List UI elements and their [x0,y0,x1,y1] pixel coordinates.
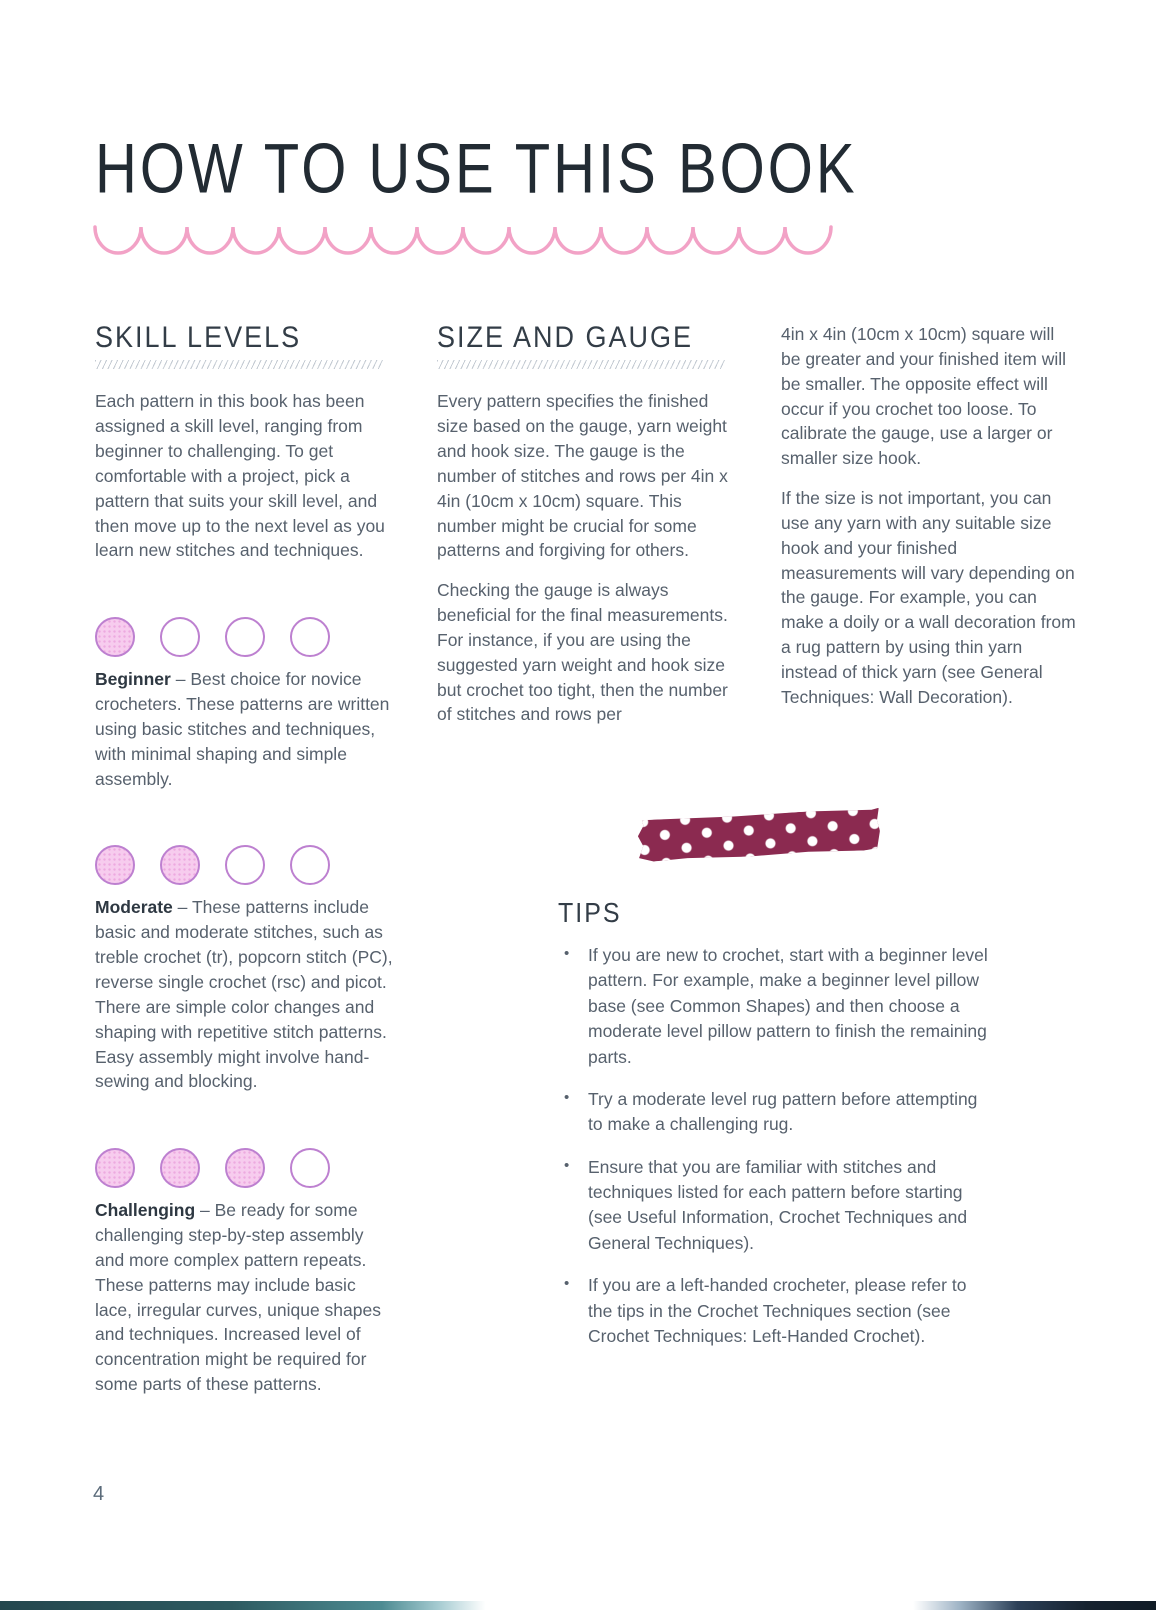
washi-tape-decoration [637,808,881,863]
skill-levels-column [95,316,395,1412]
skill-dot-empty-icon [290,617,330,657]
tips-section [558,898,994,1366]
size-gauge-paragraph: 4in x 4in (10cm x 10cm) square will be greater and your finished item will be smaller. The opposite effect will occur if you crochet too loose. To calibrate the gauge, use a larger or smaller size hook. [781,324,1067,469]
skill-levels-intro: Each pattern in this book has been assigned a skill level, ranging from beginner to challenging. To get comfortable with a project, pick a pattern that suits your skill level, and then move up to the next level as you learn new stitches and techniques. [95,391,385,561]
tips-heading: TIPS [558,898,622,929]
skill-level-name: Moderate [95,897,173,918]
skill-dot-filled-icon [95,617,135,657]
skill-level-beginner [95,617,395,791]
tip-item: • If you are new to crochet, start with a beginner level pattern. For example, make a beginner level pillow base (see Common Shapes) and then choose a moderate level pillow pattern to finish the remaining parts. [558,943,994,1070]
size-gauge-paragraph: If the size is not important, you can use any yarn with any suitable size hook and your finished measurements will vary depending on the gauge. For example, you can make a doily or a wall decoration from a rug pattern by using thin yarn instead of thick yarn (see General Techniques: Wall Decoration). [781,488,1076,707]
skill-level-name: Challenging [95,1200,196,1221]
page-number: 4 [93,1483,105,1505]
tip-item: • If you are a left-handed crocheter, please refer to the tips in the Crochet Techniques section (see Crochet Techniques: Left-Handed Crochet). [558,1273,994,1349]
skill-level-dots [95,845,395,885]
tips-list [558,943,994,1349]
size-and-gauge-column [437,316,737,742]
skill-dot-filled-icon [95,845,135,885]
skill-dot-empty-icon [290,845,330,885]
skill-level-description: – Be ready for some challenging step-by-step assembly and more complex pattern repeats. These patterns may include basic lace, irregular curves, unique shapes and techniques. Increased level of concentration might be required for some parts of these patterns. [95,1200,381,1395]
skill-dot-empty-icon [225,617,265,657]
skill-level-challenging [95,1148,395,1397]
tip-item: • Ensure that you are familiar with stitches and techniques listed for each pattern before starting (see Useful Information, Crochet Techniques and General Techniques). [558,1155,994,1257]
size-gauge-paragraph: Checking the gauge is always beneficial for the final measurements. For instance, if you are using the suggested yarn weight and hook size but crochet too tight, then the number of stitches and rows per [437,580,728,725]
size-gauge-paragraph: Every pattern specifies the finished size based on the gauge, yarn weight and hook size. The gauge is the number of stitches and rows per 4in x 4in (10cm x 10cm) square. This number might be crucial for some patterns and forgiving for others. [437,391,728,561]
skill-dot-empty-icon [225,845,265,885]
size-and-gauge-heading: SIZE AND GAUGE [437,320,694,354]
tip-item: • Try a moderate level rug pattern before attempting to make a challenging rug. [558,1087,994,1138]
skill-level-dots [95,1148,395,1188]
page-bottom-edge [0,1601,1156,1610]
skill-dot-empty-icon [290,1148,330,1188]
skill-level-description: – These patterns include basic and moderate stitches, such as treble crochet (tr), popcorn stitch (PC), reverse single crochet (rsc) and picot. There are simple color changes and shaping with repetitive stitch patterns. Easy assembly might involve hand-sewing and blocking. [95,897,393,1092]
skill-dot-filled-icon [95,1148,135,1188]
skill-level-moderate [95,845,395,1094]
skill-dot-empty-icon [160,617,200,657]
skill-level-name: Beginner [95,669,171,690]
skill-dot-filled-icon [160,845,200,885]
skill-levels-heading: SKILL LEVELS [95,320,302,354]
skill-dot-filled-icon [225,1148,265,1188]
size-and-gauge-continuation-column [781,322,1077,725]
page-title: HOW TO USE THIS BOOK [95,129,858,209]
skill-level-description: – Best choice for novice crocheters. These patterns are written using basic stitches and techniques, with minimal shaping and simple assembly. [95,669,390,789]
skill-dot-filled-icon [160,1148,200,1188]
scallop-divider-icon [92,222,836,262]
heading-underline-hatch [95,360,383,369]
skill-level-dots [95,617,395,657]
heading-underline-hatch [437,360,725,369]
